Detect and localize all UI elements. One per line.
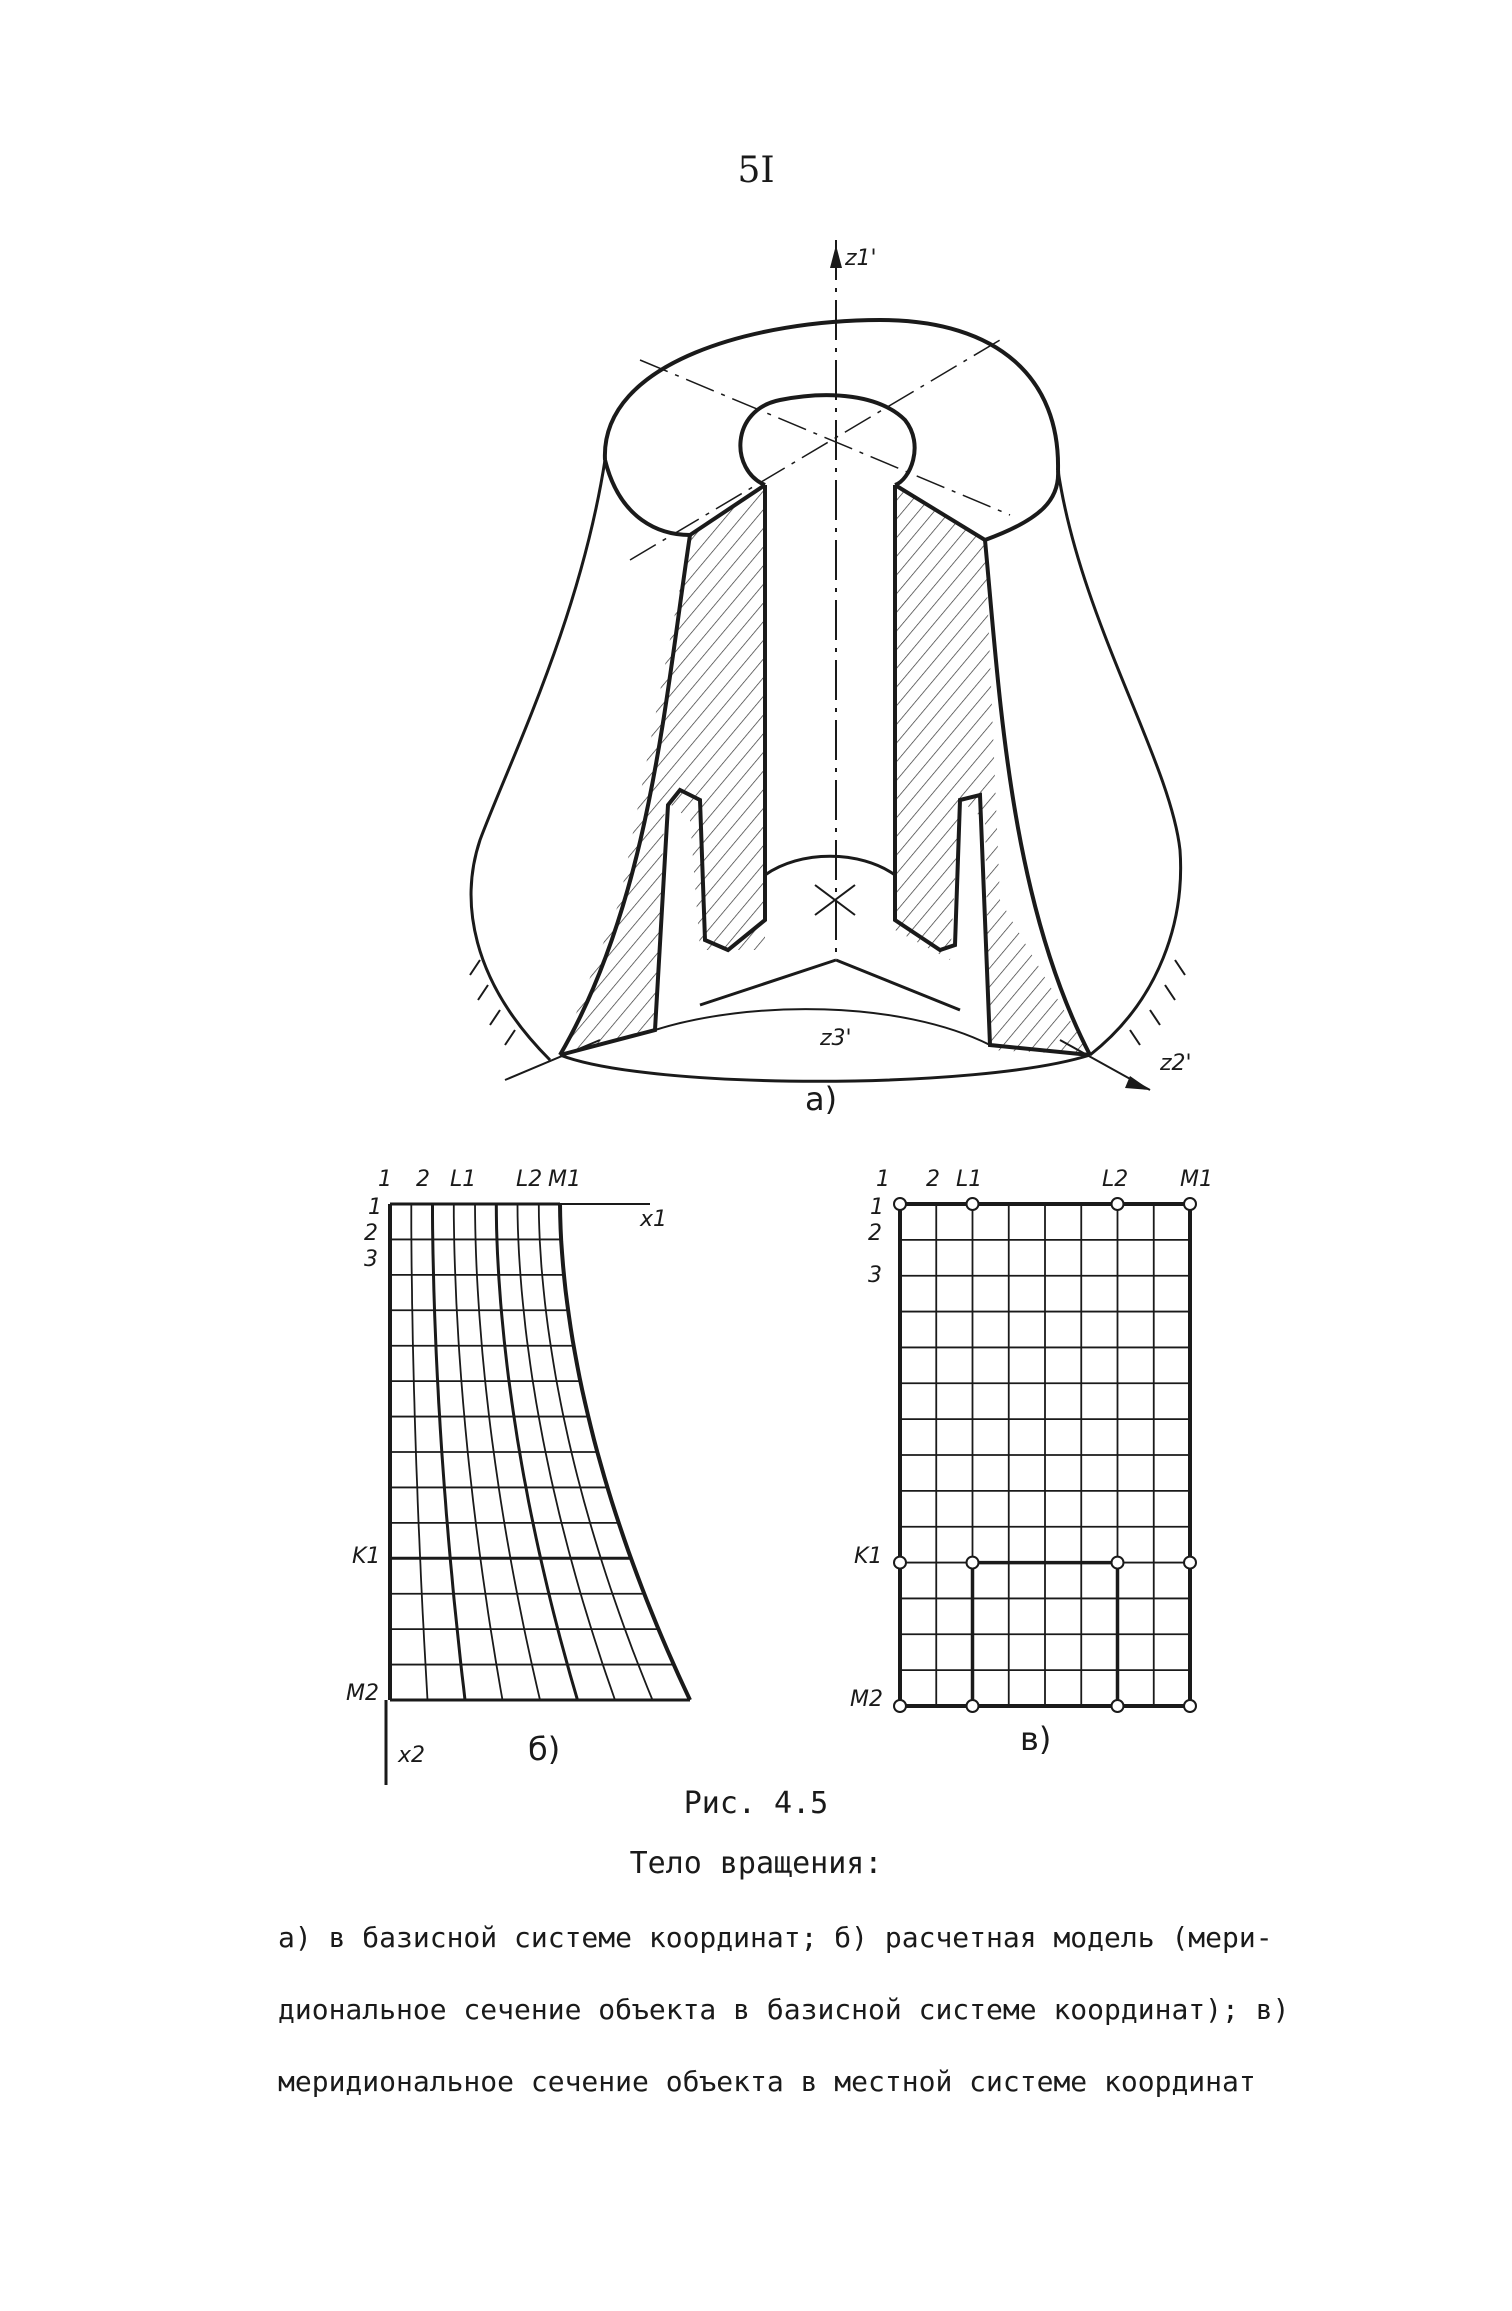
b-axis-x1-label: x1 (640, 1207, 668, 1232)
v-top-label-2: 2 (926, 1167, 940, 1192)
figure-v-label: в) (1020, 1720, 1052, 1758)
page-number: 5I (737, 150, 775, 191)
caption-line-3: меридиональное сечение объекта в местной системе координат (278, 2065, 1256, 2098)
v-left-label-3: 3 (868, 1263, 882, 1288)
mesh-b (386, 1204, 690, 1785)
axis-z1-label: z1' (845, 246, 877, 271)
v-left-label-k1: K1 (854, 1544, 883, 1569)
mesh-b-meridian (433, 1204, 466, 1700)
v-top-label-l2: L2 (1102, 1167, 1129, 1192)
b-top-label-l2: L2 (516, 1167, 543, 1192)
mesh-v-node (894, 1557, 906, 1569)
b-top-label-1: 1 (378, 1167, 392, 1192)
mesh-v-node (1184, 1557, 1196, 1569)
v-top-label-l1: L1 (956, 1167, 983, 1192)
mesh-v-node (967, 1700, 979, 1712)
mesh-b-meridian (518, 1204, 616, 1700)
b-left-label-1: 1 (368, 1195, 382, 1220)
mesh-v-node (1184, 1700, 1196, 1712)
figure-a-body-of-revolution (0, 0, 1512, 1120)
mesh-v-node (1184, 1198, 1196, 1210)
mesh-v-node (1112, 1557, 1124, 1569)
v-left-label-m2: M2 (850, 1687, 883, 1712)
mesh-b-meridian (496, 1204, 577, 1700)
mesh-v (894, 1198, 1196, 1712)
figure-number: Рис. 4.5 (683, 1786, 829, 1821)
mesh-v-node (894, 1700, 906, 1712)
mesh-v-node (967, 1198, 979, 1210)
mesh-v-node (1112, 1198, 1124, 1210)
v-left-label-1: 1 (870, 1195, 884, 1220)
caption-line-2: диональное сечение объекта в базисной системе координат); в) (278, 1993, 1290, 2026)
v-top-label-m1: M1 (1180, 1167, 1213, 1192)
b-axis-x2-label: x2 (398, 1743, 426, 1768)
mesh-b-meridian (411, 1204, 427, 1700)
mesh-b-meridian (539, 1204, 653, 1700)
b-top-label-2: 2 (416, 1167, 430, 1192)
figure-b-label: б) (528, 1730, 561, 1768)
v-top-label-1: 1 (876, 1167, 890, 1192)
b-left-label-k1: K1 (352, 1544, 381, 1569)
v-left-label-2: 2 (868, 1221, 882, 1246)
b-left-label-2: 2 (364, 1221, 378, 1246)
axis-z3-label: z3' (820, 1026, 852, 1051)
figure-title: Тело вращения: (629, 1846, 883, 1881)
figure-a-label: а) (805, 1080, 838, 1118)
b-left-label-m2: M2 (346, 1681, 379, 1706)
caption-line-1: а) в базисной системе координат; б) расчетная модель (мери- (278, 1921, 1273, 1954)
mesh-b-meridian (454, 1204, 503, 1700)
mesh-v-node (967, 1557, 979, 1569)
b-top-label-m1: M1 (548, 1167, 581, 1192)
mesh-b-meridian (475, 1204, 540, 1700)
b-top-label-l1: L1 (450, 1167, 477, 1192)
mesh-v-node (1112, 1700, 1124, 1712)
mesh-b-meridian (560, 1204, 690, 1700)
axis-z2-label: z2' (1160, 1051, 1192, 1076)
mesh-v-node (894, 1198, 906, 1210)
b-left-label-3: 3 (364, 1247, 378, 1272)
